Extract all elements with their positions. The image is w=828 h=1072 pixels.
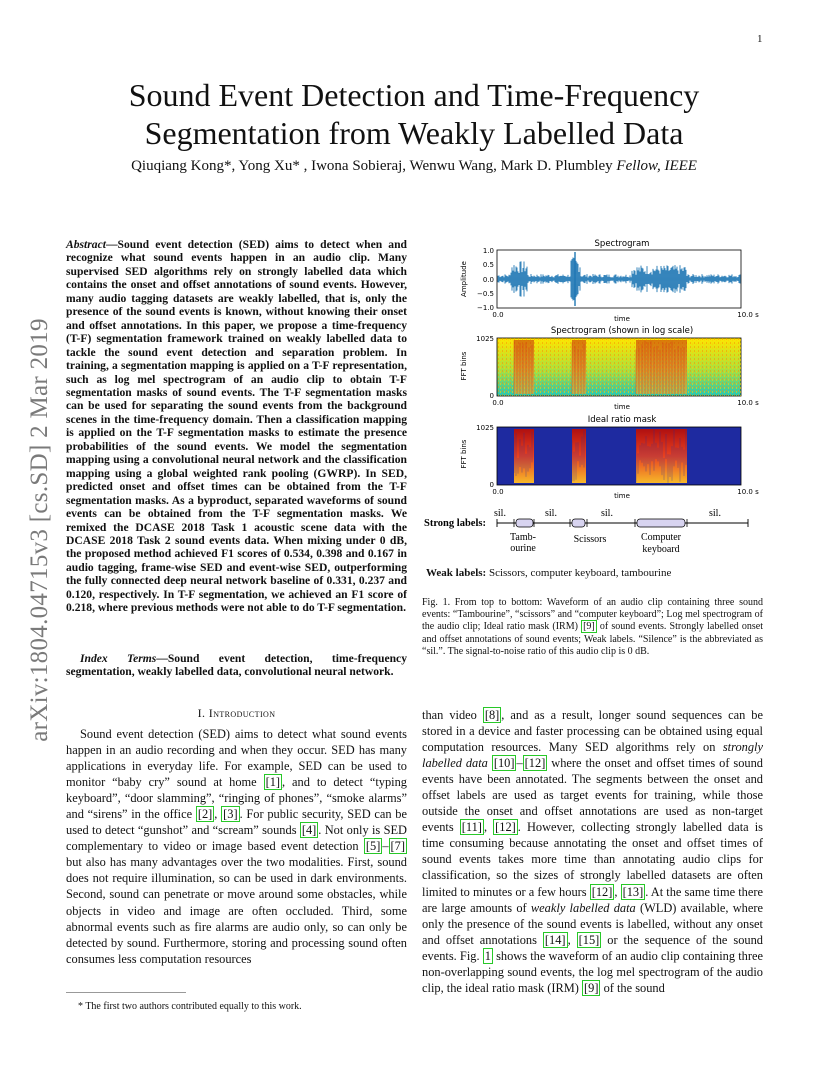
panel2-xtick-end: 10.0 s [737, 399, 759, 407]
page-number: 1 [757, 33, 763, 45]
event-tambourine-box [516, 519, 533, 527]
citation-link[interactable]: [8] [484, 708, 500, 722]
footnote: * The first two authors contributed equally to this work. [78, 1001, 302, 1012]
panel1-ytick: 1.0 [482, 247, 494, 255]
index-terms-text: —Sound event detection, time-frequency segmentation, weakly labelled data, convolutional neural network. [66, 652, 407, 679]
citation-link[interactable]: [2] [197, 807, 213, 822]
citation-link[interactable]: [12] [591, 884, 613, 899]
panel3-ytick-bottom: 0 [489, 481, 494, 489]
citation-link[interactable]: [9] [584, 980, 599, 995]
abstract-text: —Sound event detection (SED) aims to detect when and recognize what sound events happen in an audio clip. Many supervised SED algorithms rely on strongly labelled data which contains the onset and offset annotations of sound events. However, many audio tagging datasets are weakly labelled, that is, only the presence of the sound events is known, without knowing their onset and offset annotations. In this paper, we propose a time-frequency (T-F) segmentation framework trained on weakly labelled data to tackle the sound event detection and separation problem. In training, a segmentation mapping is applied on a T-F representation, such as log mel spectrogram of an audio clip to obtain T-F segmentation masks of sound events. The T-F segmentation masks can be used for separating the sound events from the background scenes in the time-frequency domain. Then a classification mapping is applied on the T-F segmentation masks to estimate the presence probabilities of the sound events. We model the segmentation mapping using a convolutional neural network and the classification mapping using a global weighted rank pooling (GWRP). In SED, predicted onset and offset times can be obtained from the T-F segmentation masks. As a byproduct, separated waveforms of sound events can be obtained from the T-F segmentation masks. We remixed the DCASE 2018 Task 1 acoustic scene data with the DCASE 2018 Task 2 sound events data. When mixing under 0 dB, the proposed method achieved F1 scores of 0.534, 0.398 and 0.167 in audio tagging, frame-wise SED and event-wise SED, outperforming the fully connected deep neural network baseline of 0.331, 0.237 and 0.120, respectively. In T-F segmentation, we achieved an F1 score of 0.218, where previous methods were not able to do T-F segmentation. [66, 238, 407, 615]
panel1-ytick: −0.5 [477, 290, 494, 298]
weak-labels-text: Scissors, computer keyboard, tambourine [488, 567, 672, 579]
author-list [90, 158, 738, 175]
index-terms-label: Index Terms [80, 652, 157, 665]
figure-1-graphic [422, 234, 772, 564]
panel3-ytick-top: 1025 [476, 424, 494, 432]
strong-labels-label: Strong labels: [424, 518, 486, 529]
panel1-title: Spectrogram [594, 239, 650, 249]
panel1-xtick-end: 10.0 s [737, 311, 759, 319]
sil-label: sil. [709, 508, 721, 519]
citation-link[interactable]: [7] [390, 839, 405, 854]
panel1-xlabel: time [614, 315, 630, 323]
citation-link[interactable]: [11] [461, 820, 482, 835]
citation-link[interactable]: [13] [622, 884, 644, 899]
sil-label: sil. [494, 508, 506, 519]
event-tambourine-label: Tamb- [510, 532, 536, 543]
panel2-ytick-top: 1025 [476, 335, 494, 343]
citation-link[interactable]: [3] [223, 807, 238, 822]
figure-link[interactable]: 1 [484, 948, 491, 963]
panel1-xtick-start: 0.0 [492, 311, 504, 319]
panel3-xtick-start: 0.0 [492, 488, 504, 496]
citation-link[interactable]: [4] [301, 823, 317, 838]
weak-labels-label: Weak labels: [426, 567, 487, 579]
spectrogram-event-band [636, 340, 687, 394]
panel1-ytick: 0.5 [482, 261, 494, 269]
panel3-title: Ideal ratio mask [587, 415, 657, 425]
citation-link[interactable]: [10] [493, 756, 515, 771]
index-terms [66, 652, 407, 679]
citation-link[interactable]: [12] [524, 756, 546, 771]
event-tambourine-label-2: ourine [510, 543, 536, 554]
intro-left-column: Sound event detection (SED) aims to detect what sound events happen in an audio recording and when they occur. SED has many applications in everyday life. For example, SED can be used to monitor “baby cry” sound at home [1] , and to detect “typing keyboard”, “door slamming”, “ringing of phones”, “smoke alarms” and “sirens” in the office [2] , [3] . For public security, SED can be used to detect “gunshot” and “scream” sounds [4] . Not only is SED complementary to video or image based event detection [5] – [7] but also has many advantages over the two modalities. First, sound does not require illumination, so can be used in dark environments. Second, sound can penetrate or move around some obstacles, while objects in video and image are often occluded. Third, some abnormal events such as fire alarms are audio only, so can only be detected by sound. Furthermore, storing and processing sound often consumes less computation resources [66, 727, 407, 966]
citation-link[interactable]: [12] [495, 820, 516, 835]
section-heading: I. Introduction [197, 706, 276, 720]
panel3-xtick-end: 10.0 s [737, 488, 759, 496]
figure-caption: Fig. 1. From top to bottom: Waveform of an audio clip containing three sound events: “Tambourine”, “scissors” and “computer keyboard”; Log mel spectrogram of the audio clip; Ideal ratio mask (IRM) [9] of sound events. Strongly labelled onset and offset annotations of sound events; Weak labels. “Silence” is the abbreviated as “sil.”. The signal-to-noise ratio of this audio clip is 0 dB. [422, 597, 763, 657]
panel3-ylabel: FFT bins [460, 439, 468, 469]
event-keyboard-box [637, 519, 685, 527]
panel2-ytick-bottom: 0 [489, 392, 494, 400]
event-keyboard-label-2: keyboard [642, 544, 680, 555]
arxiv-identifier-text: arXiv:1804.04715v3 [cs.SD] 2 Mar 2019 [26, 318, 53, 742]
abstract [66, 238, 407, 615]
intro-right-column: than video [8] , and as a result, longer sound sequences can be stored in a device and faster processing can be obtained using equal computation resources. Many SED algorithms rely on strongly labelled data [10] – [12] where the onset and offset times of sound events have been annotated. The segments between the onset and offset labels are used as target events for training, while those outside the onset and offset annotations are used as non-target events [11] , [12] . However, collecting strongly labelled data is time consuming because annotating the onset and offset times of sound events takes more time than annotating audio clips for classification, so the sizes of strongly labelled datasets are often limited to minutes or a few hours [12] , [13] . At the same time there are large amounts of weakly labelled data (WLD) available, where only the presence of the sound events is labelled, without any onset and offset annotations [14] , [15] or the sequence of the sound events. Fig. 1 shows the waveform of an audio clip containing three non-overlapping sound events, the log mel spectrogram of the audio clip, the ideal ratio mask (IRM) [9] of the sound [422, 708, 763, 995]
citation-link[interactable]: [9] [583, 621, 595, 633]
panel3-xlabel: time [614, 492, 630, 500]
sil-label: sil. [601, 508, 613, 519]
panel2-ylabel: FFT bins [460, 351, 468, 381]
event-scissors-label: Scissors [573, 534, 607, 545]
panel1-ytick: 0.0 [482, 276, 494, 284]
panel2-xtick-start: 0.0 [492, 399, 504, 407]
panel2-xlabel: time [614, 403, 630, 411]
event-keyboard-label: Computer [641, 532, 681, 543]
panel1-ylabel: Amplitude [460, 261, 468, 297]
citation-link[interactable]: [15] [578, 932, 600, 947]
footnote-rule [66, 992, 186, 993]
figure-1 [422, 234, 772, 564]
citation-link[interactable]: [14] [544, 932, 566, 947]
panel2-title: Spectrogram (shown in log scale) [550, 326, 694, 336]
author-names: Qiuqiang Kong*, Yong Xu* , Iwona Sobieraj, Wenwu Wang, Mark D. Plumbley [131, 158, 613, 174]
panel1-ytick: −1.0 [477, 304, 494, 312]
event-scissors-box [572, 519, 585, 527]
arxiv-identifier [20, 290, 60, 770]
citation-link[interactable]: [1] [265, 775, 281, 790]
abstract-label: Abstract [66, 238, 106, 251]
paper-title: Sound Event Detection and Time-Frequency Segmentation from Weakly Labelled Data [128, 77, 700, 151]
weak-labels [426, 567, 671, 579]
author-suffix: Fellow, IEEE [616, 158, 697, 174]
sil-label: sil. [545, 508, 557, 519]
citation-link[interactable]: [5] [365, 839, 381, 854]
